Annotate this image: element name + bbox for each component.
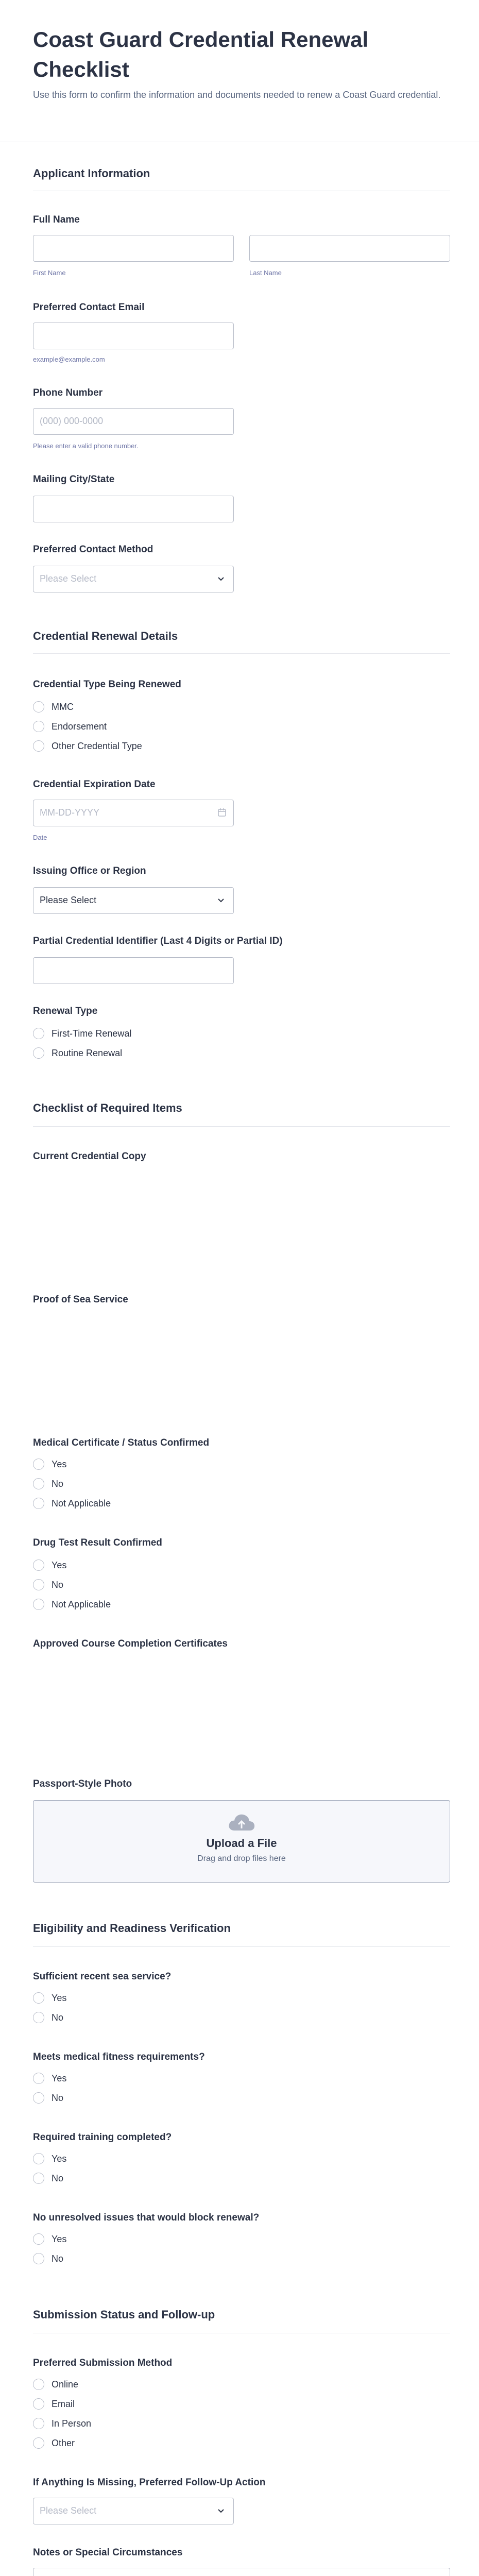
radio-option[interactable] [33,2437,75,2449]
radio-option[interactable] [33,2072,66,2084]
current-credential-copy-label: Current Credential Copy [33,1151,146,1162]
radio-label: Other [52,2437,75,2448]
radio-option[interactable] [33,2233,66,2245]
radio-label: Not Applicable [52,1599,111,1609]
radio-option[interactable] [33,1047,122,1059]
radio-button[interactable] [33,721,44,732]
radio-button[interactable] [33,2418,44,2429]
followup-action-select[interactable] [33,2498,234,2524]
radio-option[interactable] [33,720,107,733]
radio-option[interactable] [33,1458,66,1470]
form-title: Coast Guard Credential Renewal Checklist [33,27,369,81]
radio-label: No [52,1579,64,1590]
radio-label: Yes [52,2233,67,2244]
radio-button[interactable] [33,2398,44,2410]
contact-method-label: Preferred Contact Method [33,544,153,555]
chevron-down-icon [216,573,226,584]
credential-identifier-label: Partial Credential Identifier (Last 4 Digits or Partial ID) [33,936,283,946]
date-placeholder: MM-DD-YYYY [40,807,99,818]
submission-method-label: Preferred Submission Method [33,2358,173,2368]
radio-button[interactable] [33,2092,44,2104]
email-label: Preferred Contact Email [33,302,145,313]
credential-type-label: Credential Type Being Renewed [33,679,181,690]
radio-option[interactable] [33,1497,111,1510]
section-divider [33,653,450,654]
radio-button[interactable] [33,2437,44,2449]
issuing-office-value: Please Select [40,895,97,905]
form-header [0,0,479,142]
radio-option[interactable] [33,2011,63,2024]
section-divider [33,1126,450,1127]
radio-label: No [52,1478,64,1489]
radio-option[interactable] [33,2378,78,2391]
full-name-label: Full Name [33,214,80,225]
section-title-applicant: Applicant Information [33,167,150,180]
radio-button[interactable] [33,2233,44,2245]
radio-label: No [52,2173,64,2183]
radio-label: MMC [52,701,74,712]
radio-label: Email [52,2398,75,2409]
upload-subtitle: Drag and drop files here [197,1854,286,1863]
radio-label: In Person [52,2418,92,2429]
radio-label: Yes [52,1459,67,1469]
contact-method-value: Please Select [40,573,97,584]
radio-button[interactable] [33,2153,44,2164]
form-description: Use this form to confirm the information and documents needed to renew a Coast Guard credential. [33,90,441,100]
radio-option[interactable] [33,1027,131,1040]
radio-button[interactable] [33,1560,44,1571]
section-title-checklist: Checklist of Required Items [33,1101,182,1114]
notes-textarea[interactable] [33,2568,450,2576]
last-name-sublabel: Last Name [249,269,282,277]
expiration-date-input[interactable] [33,800,234,826]
radio-option[interactable] [33,2092,63,2104]
followup-action-label: If Anything Is Missing, Preferred Follow-Up Action [33,2477,266,2488]
radio-button[interactable] [33,740,44,752]
radio-option[interactable] [33,740,142,752]
radio-option[interactable] [33,2252,63,2265]
phone-label: Phone Number [33,387,103,398]
radio-label: Endorsement [52,721,107,732]
radio-button[interactable] [33,1599,44,1610]
radio-option[interactable] [33,2153,66,2165]
file-upload-dropzone[interactable] [33,1800,450,1883]
cloud-upload-icon [227,1812,256,1833]
chevron-down-icon [216,2505,226,2516]
city-state-input[interactable] [33,496,234,522]
radio-label: No [52,2092,64,2103]
expiration-date-label: Credential Expiration Date [33,779,156,790]
radio-label: First-Time Renewal [52,1028,132,1039]
radio-button[interactable] [33,1498,44,1509]
first-name-input[interactable] [33,235,234,262]
radio-option[interactable] [33,1992,66,2004]
radio-label: Yes [52,1992,67,2003]
section-divider [33,1946,450,1947]
sea-service-proof-label: Proof of Sea Service [33,1294,128,1305]
first-name-sublabel: First Name [33,269,66,277]
credential-identifier-input[interactable] [33,957,234,984]
radio-label: No [52,2012,64,2023]
calendar-icon[interactable] [217,807,227,818]
notes-label: Notes or Special Circumstances [33,2547,183,2558]
issuing-office-label: Issuing Office or Region [33,866,146,876]
section-title-credential: Credential Renewal Details [33,630,178,642]
section-title-submission: Submission Status and Follow-up [33,2308,215,2321]
radio-option[interactable] [33,1598,111,1611]
radio-label: Yes [52,2073,67,2083]
sea-service-question: Sufficient recent sea service? [33,1971,172,1982]
email-sublabel: example@example.com [33,355,105,363]
radio-button[interactable] [33,1579,44,1590]
radio-option[interactable] [33,1579,63,1591]
radio-button[interactable] [33,1047,44,1059]
issuing-office-select[interactable] [33,887,234,914]
training-question: Required training completed? [33,2132,172,2143]
radio-label: Other Credential Type [52,740,142,751]
radio-button[interactable] [33,2253,44,2264]
phone-input[interactable] [33,408,234,435]
radio-button[interactable] [33,1992,44,2004]
last-name-input[interactable] [249,235,450,262]
course-certificates-label: Approved Course Completion Certificates [33,1638,228,1649]
radio-label: Yes [52,1560,67,1570]
phone-placeholder: (000) 000-0000 [40,416,104,426]
medical-certificate-label: Medical Certificate / Status Confirmed [33,1437,210,1448]
radio-option[interactable] [33,1478,63,1490]
section-title-eligibility: Eligibility and Readiness Verification [33,1922,231,1935]
radio-label: No [52,2253,64,2264]
email-input[interactable] [33,323,234,349]
phone-sublabel: Please enter a valid phone number. [33,442,139,450]
fitness-question: Meets medical fitness requirements? [33,2052,205,2062]
radio-button[interactable] [33,2073,44,2084]
unresolved-issues-question: No unresolved issues that would block renewal? [33,2212,260,2223]
renewal-type-label: Renewal Type [33,1006,98,1016]
chevron-down-icon [216,895,226,905]
passport-photo-label: Passport-Style Photo [33,1778,132,1789]
radio-option[interactable] [33,2172,63,2184]
drug-test-label: Drug Test Result Confirmed [33,1537,162,1548]
upload-title: Upload a File [206,1837,277,1850]
radio-option[interactable] [33,2417,91,2430]
radio-button[interactable] [33,1478,44,1489]
radio-option[interactable] [33,701,74,713]
radio-label: Routine Renewal [52,1047,123,1058]
city-state-label: Mailing City/State [33,474,115,485]
radio-button[interactable] [33,1459,44,1470]
radio-button[interactable] [33,701,44,713]
radio-button[interactable] [33,2379,44,2390]
date-sublabel: Date [33,834,47,841]
radio-button[interactable] [33,2012,44,2023]
radio-label: Yes [52,2153,67,2164]
radio-button[interactable] [33,1028,44,1039]
radio-button[interactable] [33,2173,44,2184]
radio-label: Not Applicable [52,1498,111,1509]
radio-option[interactable] [33,1559,66,1571]
followup-action-value: Please Select [40,2505,97,2516]
radio-label: Online [52,2379,79,2389]
radio-option[interactable] [33,2398,75,2410]
contact-method-select[interactable] [33,566,234,592]
